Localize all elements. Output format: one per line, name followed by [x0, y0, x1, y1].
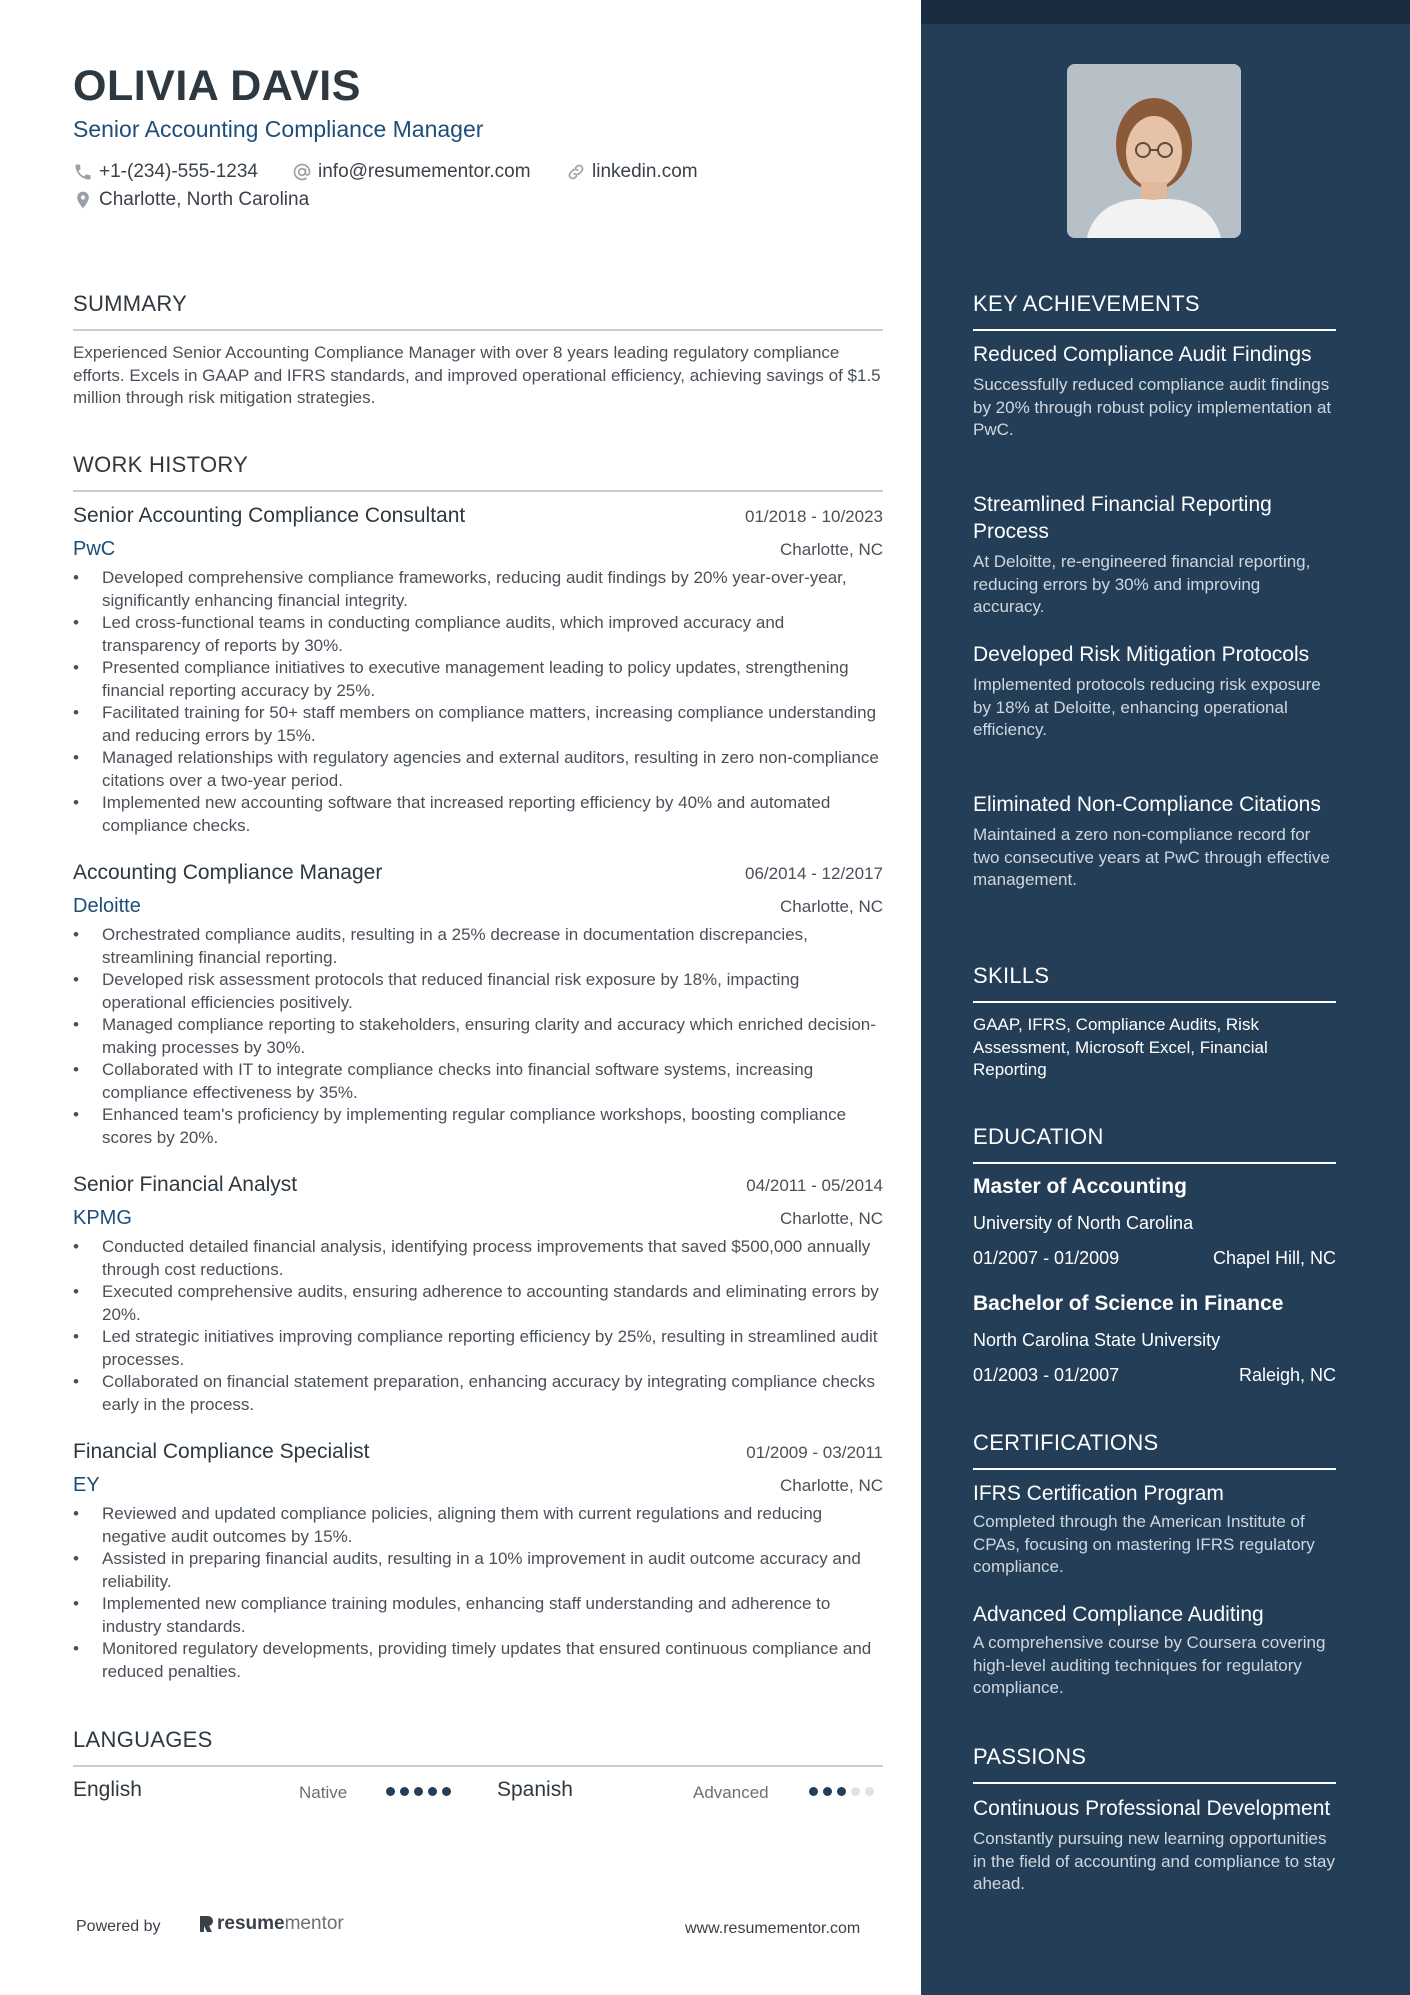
job-location: Charlotte, NC — [780, 540, 883, 559]
resumementor-logo-icon — [198, 1914, 214, 1934]
summary-heading: SUMMARY — [73, 291, 883, 331]
achievement-text: At Deloitte, re-engineered financial reporting, reducing errors by 30% and improving accuracy. — [973, 552, 1311, 616]
job-title: Financial Compliance Specialist — [73, 1440, 370, 1463]
candidate-name: OLIVIA DAVIS — [73, 62, 361, 110]
achievement-title: Eliminated Non-Compliance Citations — [973, 793, 1321, 816]
job-bullet: • Reviewed and updated compliance policies, aligning them with current regulations and reducing negative audit outcomes by 15%. — [73, 1503, 883, 1548]
email-contact[interactable] — [292, 161, 531, 183]
job-dates: 01/2018 - 10/2023 — [744, 507, 883, 526]
certification-text: Completed through the American Institute of CPAs, focusing on mastering IFRS regulatory compliance. — [973, 1512, 1315, 1576]
job-bullets — [73, 1236, 883, 1416]
skills-text: GAAP, IFRS, Compliance Audits, Risk Assessment, Microsoft Excel, Financial Reporting — [973, 1015, 1268, 1079]
achievement-item — [973, 341, 1336, 442]
achievement-title: Streamlined Financial Reporting Process — [973, 493, 1272, 543]
job-entry — [73, 1173, 883, 1416]
logo-bold-text: resume — [217, 1913, 285, 1934]
job-bullet: • Collaborated on financial statement preparation, enhancing accuracy by integrating compliance checks early in the process. — [73, 1371, 883, 1416]
proficiency-dot-filled — [837, 1787, 846, 1796]
proficiency-dot-filled — [809, 1787, 818, 1796]
job-bullet: • Managed compliance reporting to stakeholders, ensuring clarity and accuracy which enriched decision-making processes by 30%. — [73, 1014, 883, 1059]
job-bullets — [73, 1503, 883, 1683]
proficiency-dot-filled — [428, 1787, 437, 1796]
education-heading: EDUCATION — [973, 1124, 1336, 1164]
certification-item — [973, 1601, 1336, 1700]
job-dates: 06/2014 - 12/2017 — [744, 864, 883, 883]
education-location: Raleigh, NC — [1238, 1365, 1336, 1385]
achievement-title: Reduced Compliance Audit Findings — [973, 343, 1312, 366]
job-title: Senior Financial Analyst — [73, 1173, 298, 1196]
education-degree: Master of Accounting — [973, 1175, 1187, 1198]
job-company: PwC — [73, 538, 116, 560]
language-level: Advanced — [693, 1783, 769, 1802]
achievement-text: Maintained a zero non-compliance record for two consecutive years at PwC through effective management. — [973, 825, 1330, 889]
job-bullet: • Monitored regulatory developments, providing timely updates that ensured continuous compliance and reduced penalties. — [73, 1638, 883, 1683]
job-location: Charlotte, NC — [780, 1476, 883, 1495]
job-location: Charlotte, NC — [780, 1209, 883, 1228]
education-item — [973, 1292, 1336, 1386]
achievements-heading: KEY ACHIEVEMENTS — [973, 291, 1336, 331]
phone-text: +1-(234)-555-1234 — [99, 161, 258, 182]
passion-title: Continuous Professional Development — [973, 1797, 1331, 1820]
job-bullet: • Enhanced team's proficiency by implementing regular compliance workshops, boosting compliance scores by 20%. — [73, 1104, 883, 1149]
job-company: KPMG — [73, 1207, 132, 1229]
certification-title: IFRS Certification Program — [973, 1482, 1224, 1505]
certification-text: A comprehensive course by Coursera covering high-level auditing techniques for regulatory compliance. — [973, 1633, 1326, 1697]
job-bullet: • Managed relationships with regulatory agencies and external auditors, resulting in zero non-compliance citations over a two-year period. — [73, 747, 883, 792]
job-bullet: • Conducted detailed financial analysis, identifying process improvements that saved $500,000 annually through cost reductions. — [73, 1236, 883, 1281]
languages-heading: LANGUAGES — [73, 1727, 883, 1767]
passions-heading: PASSIONS — [973, 1744, 1336, 1784]
profile-portrait-image — [1067, 64, 1241, 238]
proficiency-dot-filled — [414, 1787, 423, 1796]
job-company: EY — [73, 1474, 100, 1496]
job-bullets — [73, 924, 883, 1149]
job-bullet: • Developed comprehensive compliance frameworks, reducing audit findings by 20% year-over-year, significantly enhancing financial integrity. — [73, 567, 883, 612]
resumementor-logo[interactable] — [198, 1913, 344, 1935]
job-company: Deloitte — [73, 895, 141, 917]
job-dates: 01/2009 - 03/2011 — [746, 1443, 883, 1462]
job-bullet: • Led strategic initiatives improving compliance reporting efficiency by 25%, resulting in streamlined audit processes. — [73, 1326, 883, 1371]
language-name: Spanish — [497, 1778, 573, 1801]
profile-photo — [1067, 64, 1241, 238]
job-title: Accounting Compliance Manager — [73, 861, 383, 884]
job-bullet: • Developed risk assessment protocols that reduced financial risk exposure by 18%, impacting operational efficiencies positively. — [73, 969, 883, 1014]
education-degree: Bachelor of Science in Finance — [973, 1292, 1284, 1315]
proficiency-dot-filled — [400, 1787, 409, 1796]
job-bullet: • Executed comprehensive audits, ensuring adherence to accounting standards and eliminating errors by 20%. — [73, 1281, 883, 1326]
footer-website[interactable]: www.resumementor.com — [685, 1920, 861, 1937]
location-text: Charlotte, North Carolina — [99, 189, 310, 210]
certifications-heading: CERTIFICATIONS — [973, 1430, 1336, 1470]
proficiency-dot-filled — [823, 1787, 832, 1796]
link-icon — [566, 162, 586, 182]
education-item — [973, 1175, 1336, 1269]
education-dates: 01/2003 - 01/2007 — [973, 1365, 1120, 1385]
email-text: info@resumementor.com — [318, 161, 531, 182]
job-dates: 04/2011 - 05/2014 — [746, 1176, 883, 1195]
certification-item — [973, 1480, 1336, 1579]
sidebar — [921, 0, 1410, 1995]
achievement-item — [973, 791, 1336, 892]
passion-text: Constantly pursuing new learning opportunities in the field of accounting and compliance to stay ahead. — [973, 1829, 1335, 1893]
linkedin-contact[interactable] — [566, 161, 698, 183]
job-location: Charlotte, NC — [780, 897, 883, 916]
language-dots — [809, 1787, 874, 1796]
job-bullet: • Collaborated with IT to integrate compliance checks into financial software systems, increasing compliance effectiveness by 35%. — [73, 1059, 883, 1104]
at-icon — [292, 162, 312, 182]
education-location: Chapel Hill, NC — [1212, 1248, 1336, 1268]
achievement-title: Developed Risk Mitigation Protocols — [973, 643, 1310, 666]
phone-icon — [73, 162, 93, 182]
sidebar-top-band — [921, 0, 1410, 24]
certification-title: Advanced Compliance Auditing — [973, 1603, 1264, 1626]
powered-by-label: Powered by — [76, 1918, 161, 1935]
location-pin-icon — [73, 190, 93, 210]
skills-heading: SKILLS — [973, 963, 1336, 1003]
job-entry — [73, 861, 883, 1149]
achievement-item — [973, 491, 1336, 619]
job-entry — [73, 1440, 883, 1683]
summary-text: Experienced Senior Accounting Compliance Manager with over 8 years leading regulatory compliance efforts. Excels in GAAP and IFRS standards, and improved operational efficiency, achieving savings of $1.5 million through risk mitigation strategies. — [73, 343, 881, 407]
linkedin-text: linkedin.com — [592, 161, 698, 182]
job-bullet: • Led cross-functional teams in conducting compliance audits, which improved accuracy and transparency of reports by 30%. — [73, 612, 883, 657]
candidate-role: Senior Accounting Compliance Manager — [73, 116, 484, 142]
proficiency-dot-empty — [851, 1787, 860, 1796]
job-title: Senior Accounting Compliance Consultant — [73, 504, 466, 527]
proficiency-dot-filled — [442, 1787, 451, 1796]
job-bullet: • Implemented new compliance training modules, enhancing staff understanding and adherence to industry standards. — [73, 1593, 883, 1638]
job-bullet: • Implemented new accounting software that increased reporting efficiency by 40% and automated compliance checks. — [73, 792, 883, 837]
job-bullet: • Facilitated training for 50+ staff members on compliance matters, increasing compliance understanding and reducing errors by 15%. — [73, 702, 883, 747]
job-bullet: • Orchestrated compliance audits, resulting in a 25% decrease in documentation discrepancies, streamlining financial reporting. — [73, 924, 883, 969]
passion-item — [973, 1795, 1336, 1896]
proficiency-dot-empty — [865, 1787, 874, 1796]
language-level: Native — [299, 1783, 348, 1802]
achievement-text: Implemented protocols reducing risk exposure by 18% at Deloitte, enhancing operational efficiency. — [973, 675, 1321, 739]
education-school: North Carolina State University — [973, 1330, 1221, 1350]
location-contact — [73, 189, 309, 211]
job-entry — [73, 504, 883, 837]
achievement-item — [973, 641, 1336, 742]
logo-light-text: mentor — [284, 1913, 344, 1934]
job-bullet: • Presented compliance initiatives to executive management leading to policy updates, strengthening financial reporting accuracy by 25%. — [73, 657, 883, 702]
job-bullets — [73, 567, 883, 837]
education-dates: 01/2007 - 01/2009 — [973, 1248, 1120, 1268]
achievement-text: Successfully reduced compliance audit findings by 20% through robust policy implementation at PwC. — [973, 375, 1332, 439]
phone-contact — [73, 161, 258, 183]
work-history-heading: WORK HISTORY — [73, 452, 883, 492]
education-school: University of North Carolina — [973, 1213, 1194, 1233]
job-bullet: • Assisted in preparing financial audits, resulting in a 10% improvement in audit outcome accuracy and reliability. — [73, 1548, 883, 1593]
language-name: English — [73, 1778, 142, 1801]
language-dots — [386, 1787, 451, 1796]
proficiency-dot-filled — [386, 1787, 395, 1796]
